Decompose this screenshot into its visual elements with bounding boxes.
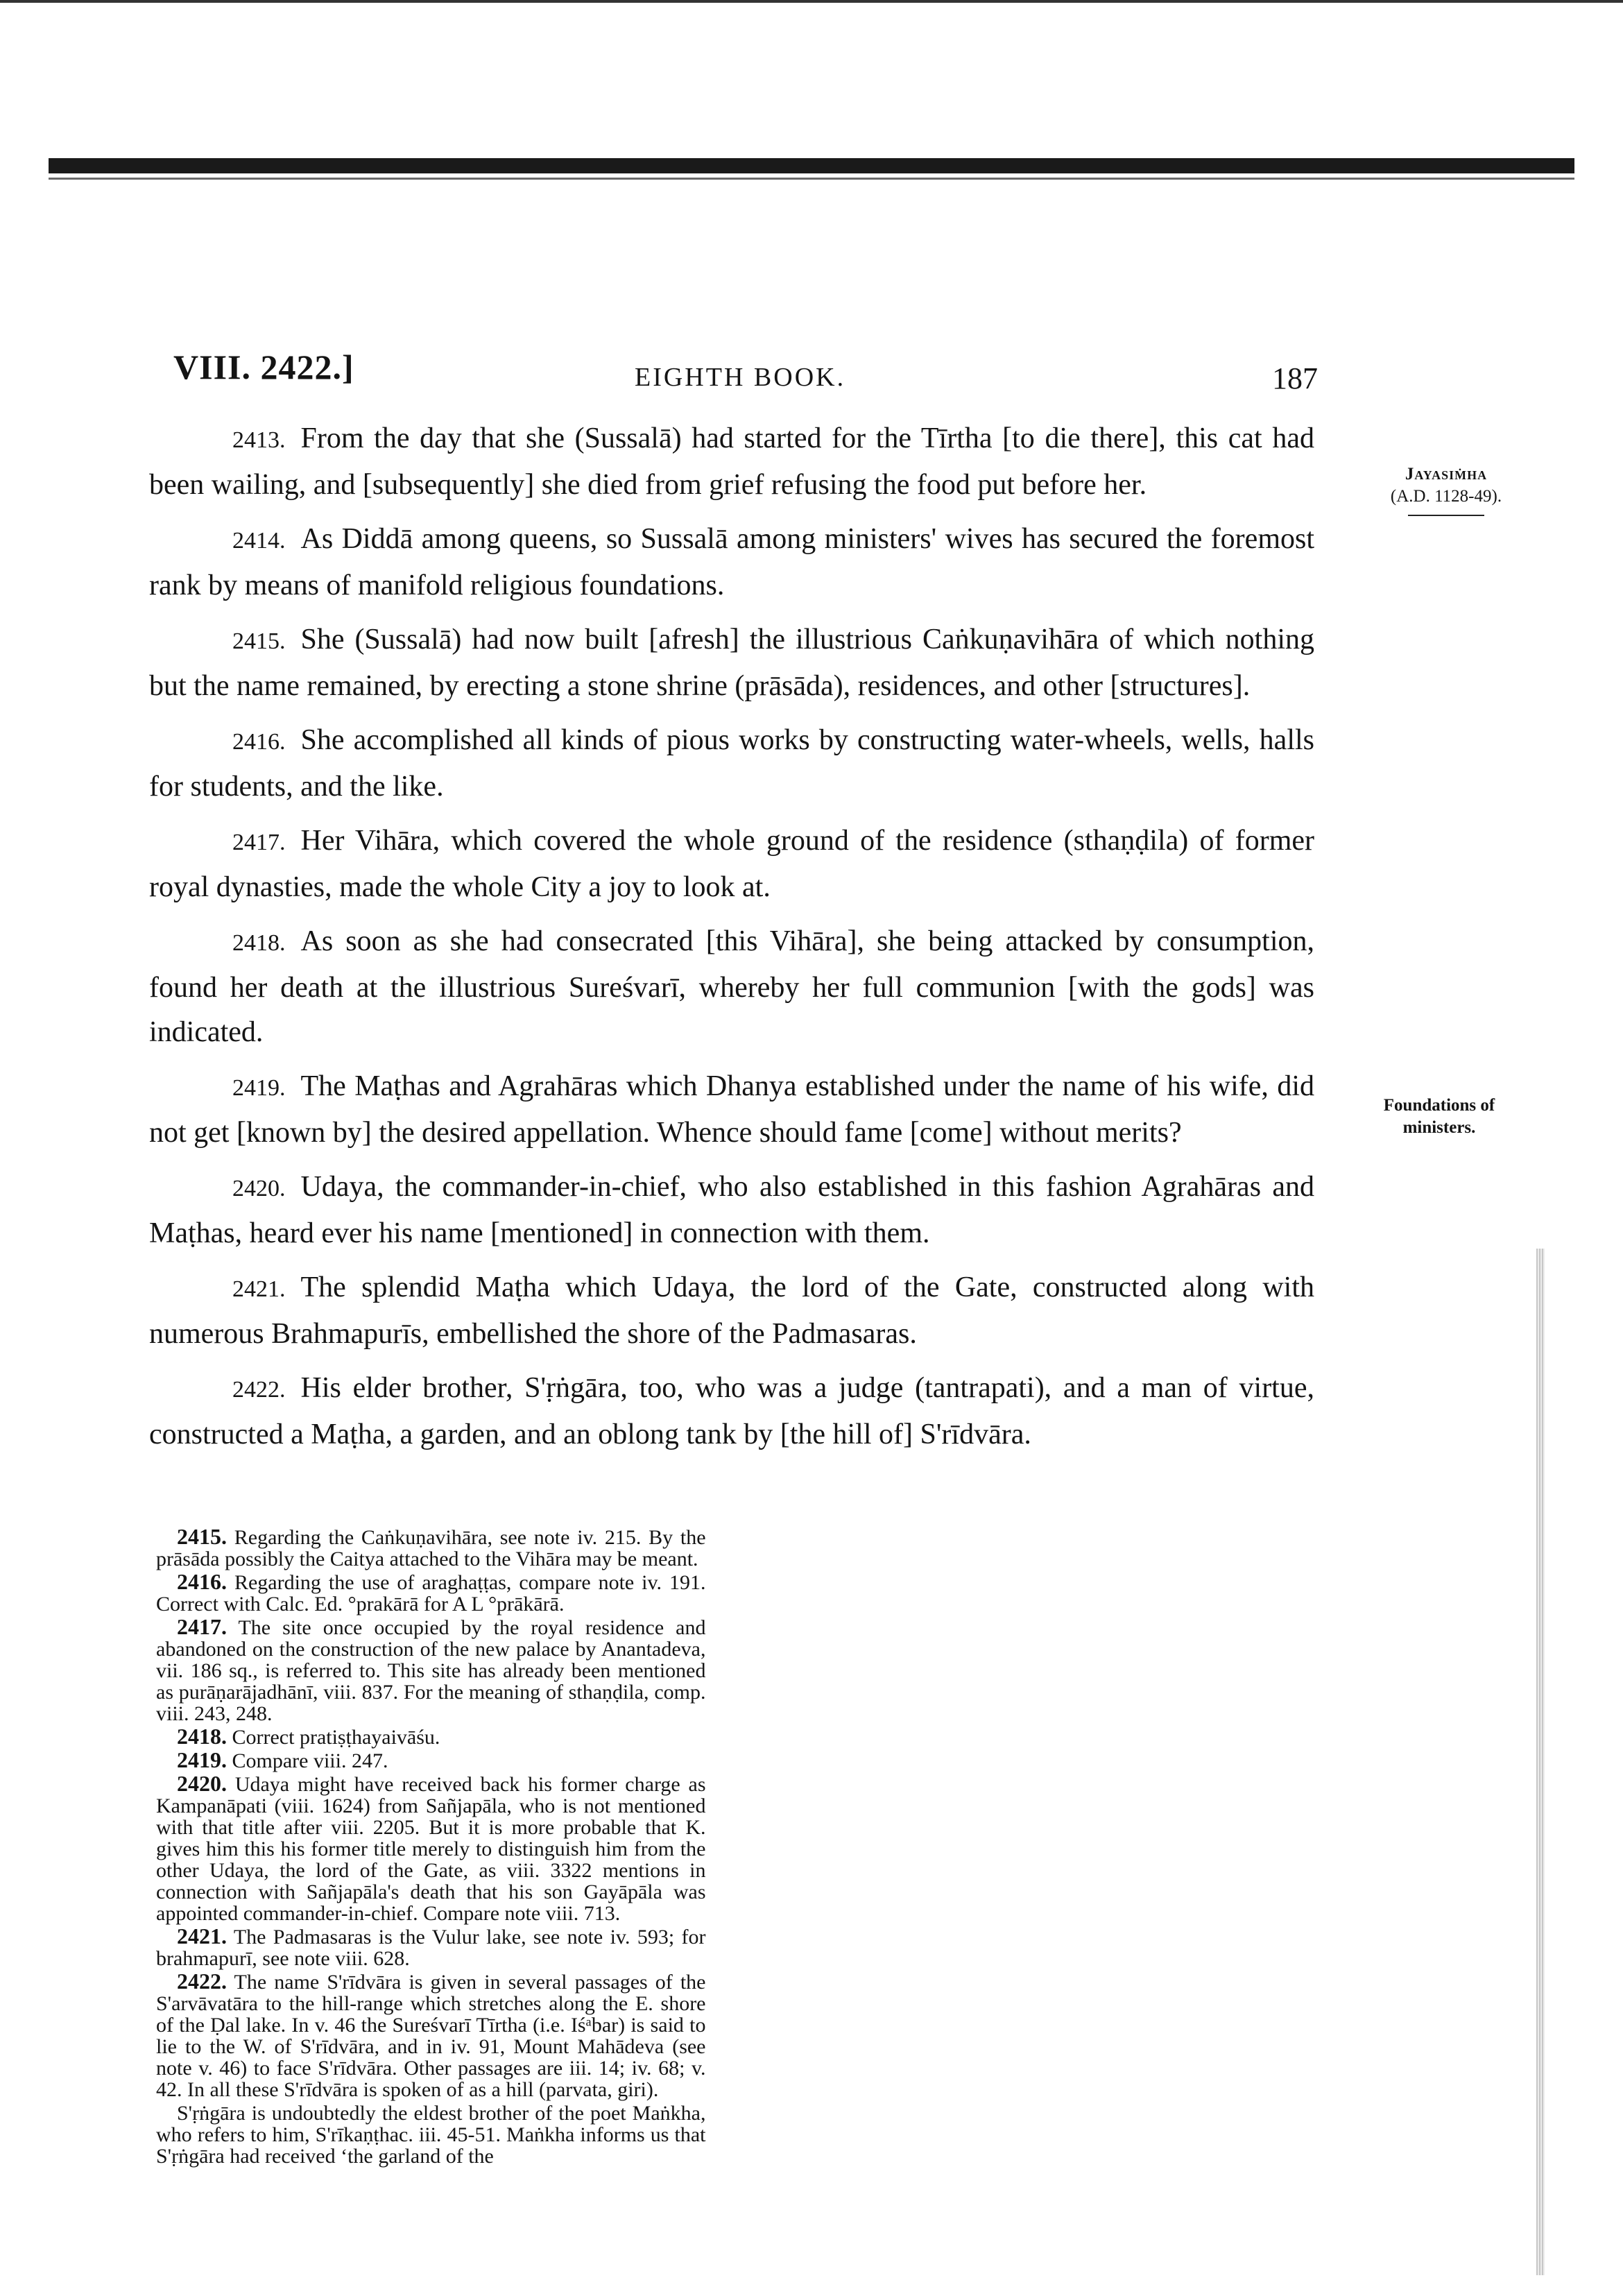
footnotes (156, 1526, 1294, 2178)
verse-text: From the day that she (Sussalā) had started for the Tīrtha [to die there], this cat had been wailing, and [subsequently] she died from grief refusing the food put before her. (149, 422, 1314, 501)
footnote (156, 1971, 706, 2100)
verse-paragraph (149, 819, 1314, 909)
verse-number: 2418. (232, 930, 286, 956)
verse-number: 2420. (232, 1176, 286, 1201)
verse-text: She accomplished all kinds of pious works by constructing water-wheels, wells, halls for students, and the like. (149, 724, 1314, 803)
running-header (173, 347, 1318, 402)
verse-paragraph (149, 1265, 1314, 1356)
footnote (156, 1571, 706, 1615)
verse-number: 2415. (232, 628, 286, 654)
verse-text: Her Vihāra, which covered the whole ground of the residence (sthaṇḍila) of former royal dynasties, made the whole City a joy to look at. (149, 825, 1314, 903)
verse-text: Udaya, the commander-in-chief, who also established in this fashion Agrahāras and Maṭhas, heard ever his name [mentioned] in connection with them. (149, 1171, 1314, 1249)
verse-text: The splendid Maṭha which Udaya, the lord of the Gate, constructed along with numerous Brahmapurīs, embellished the shore of the Padmasaras. (149, 1271, 1314, 1350)
margin-note-reign (1356, 463, 1536, 516)
footnote (156, 1526, 706, 1570)
verse-text: As Diddā among queens, so Sussalā among ministers' wives has secured the foremost rank by means of manifold religious foundations. (149, 523, 1314, 601)
footnote (156, 1726, 706, 1748)
verse-paragraph (149, 416, 1314, 507)
footnote-number: 2418. (177, 1724, 227, 1749)
footnote-number: 2421. (177, 1924, 227, 1948)
footnote-text: S'ṛṅgāra is undoubtedly the eldest brother of the poet Maṅkha, who refers to him, S'rīkaṇṭhac. iii. 45-51. Maṅkha informs us that S'ṛṅgāra had received ‘the garland of the (156, 2102, 706, 2168)
verse-number: 2416. (232, 729, 286, 755)
verse-paragraph (149, 1064, 1314, 1155)
verse-number: 2413. (232, 427, 286, 453)
verse-paragraph (149, 517, 1314, 608)
header-rule-thin (49, 178, 1574, 180)
verse-paragraph (149, 718, 1314, 809)
footnote (156, 2102, 706, 2167)
footnote (156, 1749, 706, 1772)
footnote-text: The Padmasaras is the Vulur lake, see note iv. 593; for brahmapurī, see note viii. 628. (156, 1926, 706, 1970)
footnote-text: The name S'rīdvāra is given in several passages of the S'arvāvatāra to the hill-range which stretches along the E. shore of the Ḍal lake. In v. 46 the Sureśvarī Tīrtha (i.e. Iśᵃbar) is said to lie to the W. of S'rīdvāra, and in iv. 91, Mount Mahādeva (see note v. 46) to face S'rīdvāra. Other passages are iii. 14; iv. 68; v. 42. In all these S'rīdvāra is spoken of as a hill (parvata, giri). (156, 1971, 706, 2101)
verse-text: She (Sussalā) had now built [afresh] the illustrious Caṅkuṇavihāra of which nothing but the name remained, by erecting a stone shrine (prāsāda), residences, and other [structures]. (149, 624, 1314, 702)
verse-paragraph (149, 617, 1314, 708)
header-rule-thick (49, 158, 1574, 173)
verse-text: As soon as she had consecrated [this Vihāra], she being attacked by consumption, found her death at the illustrious Sureśvarī, whereby her full communion [with the gods] was indicated. (149, 925, 1314, 1048)
footnote-text: Regarding the Caṅkuṇavihāra, see note iv. 215. By the prāsāda possibly the Caitya attached to the Vihāra may be meant. (156, 1526, 706, 1570)
section-reference: VIII. 2422.] (173, 348, 354, 386)
margin-rule (1408, 515, 1484, 516)
footnote-text: Compare viii. 247. (232, 1749, 388, 1772)
scan-top-edge (0, 0, 1623, 3)
footnote-number: 2415. (177, 1524, 227, 1549)
footnote (156, 1616, 706, 1724)
footnote-number: 2419. (177, 1747, 227, 1772)
margin-note-topic: Foundations of ministers. (1383, 1096, 1495, 1137)
footnote (156, 1926, 706, 1969)
book-title: EIGHTH BOOK. (635, 363, 846, 392)
verse-paragraph (149, 1165, 1314, 1256)
verse-number: 2414. (232, 528, 286, 554)
verse-number: 2417. (232, 830, 286, 855)
footnote-text: Regarding the use of araghaṭṭas, compare note iv. 191. Correct with Calc. Ed. °prakārā for A L °prākārā. (156, 1571, 706, 1616)
verse-paragraph (149, 1366, 1314, 1457)
verse-number: 2421. (232, 1276, 286, 1302)
footnote-number: 2417. (177, 1614, 227, 1639)
verse-translation (149, 416, 1314, 1466)
footnote-number: 2422. (177, 1969, 227, 1994)
footnote-text: The site once occupied by the royal residence and abandoned on the construction of the new palace by Anantadeva, vii. 186 sq., is referred to. This site has already been mentioned as purāṇarājadhānī, viii. 837. For the meaning of sthaṇḍila, comp. viii. 243, 248. (156, 1616, 706, 1725)
footnote-number: 2416. (177, 1569, 227, 1594)
verse-text: The Maṭhas and Agrahāras which Dhanya established under the name of his wife, did not get [known by] the desired appellation. Whence should fame [come] without merits? (149, 1070, 1314, 1149)
verse-number: 2422. (232, 1377, 286, 1403)
margin-king-name: Jayasiṁha (1405, 465, 1488, 483)
margin-reign-dates: (A.D. 1128-49). (1390, 487, 1502, 506)
footnote-text: Udaya might have received back his former charge as Kampanāpati (viii. 1624) from Sañjapāla, who is not mentioned with that title after viii. 2205. But it is more probable that K. gives him this his former title merely to distinguish him from the other Udaya, the lord of the Gate, as viii. 3322 mentions in connection with Sañjapāla's death that his son Gayāpāla was appointed commander-in-chief. Compare note viii. 713. (156, 1773, 706, 1925)
verse-text: His elder brother, S'ṛṅgāra, too, who was a judge (tantrapati), and a man of virtue, constructed a Maṭha, a garden, and an oblong tank by [the hill of] S'rīdvāra. (149, 1372, 1314, 1450)
page-number: 187 (1272, 361, 1318, 395)
footnote (156, 1773, 706, 1924)
footnote-number: 2420. (177, 1771, 227, 1796)
scan-binding-edge (1536, 1249, 1545, 2275)
verse-paragraph (149, 919, 1314, 1054)
footnote-text: Correct pratiṣṭhayaivāśu. (232, 1726, 440, 1749)
verse-number: 2419. (232, 1075, 286, 1101)
